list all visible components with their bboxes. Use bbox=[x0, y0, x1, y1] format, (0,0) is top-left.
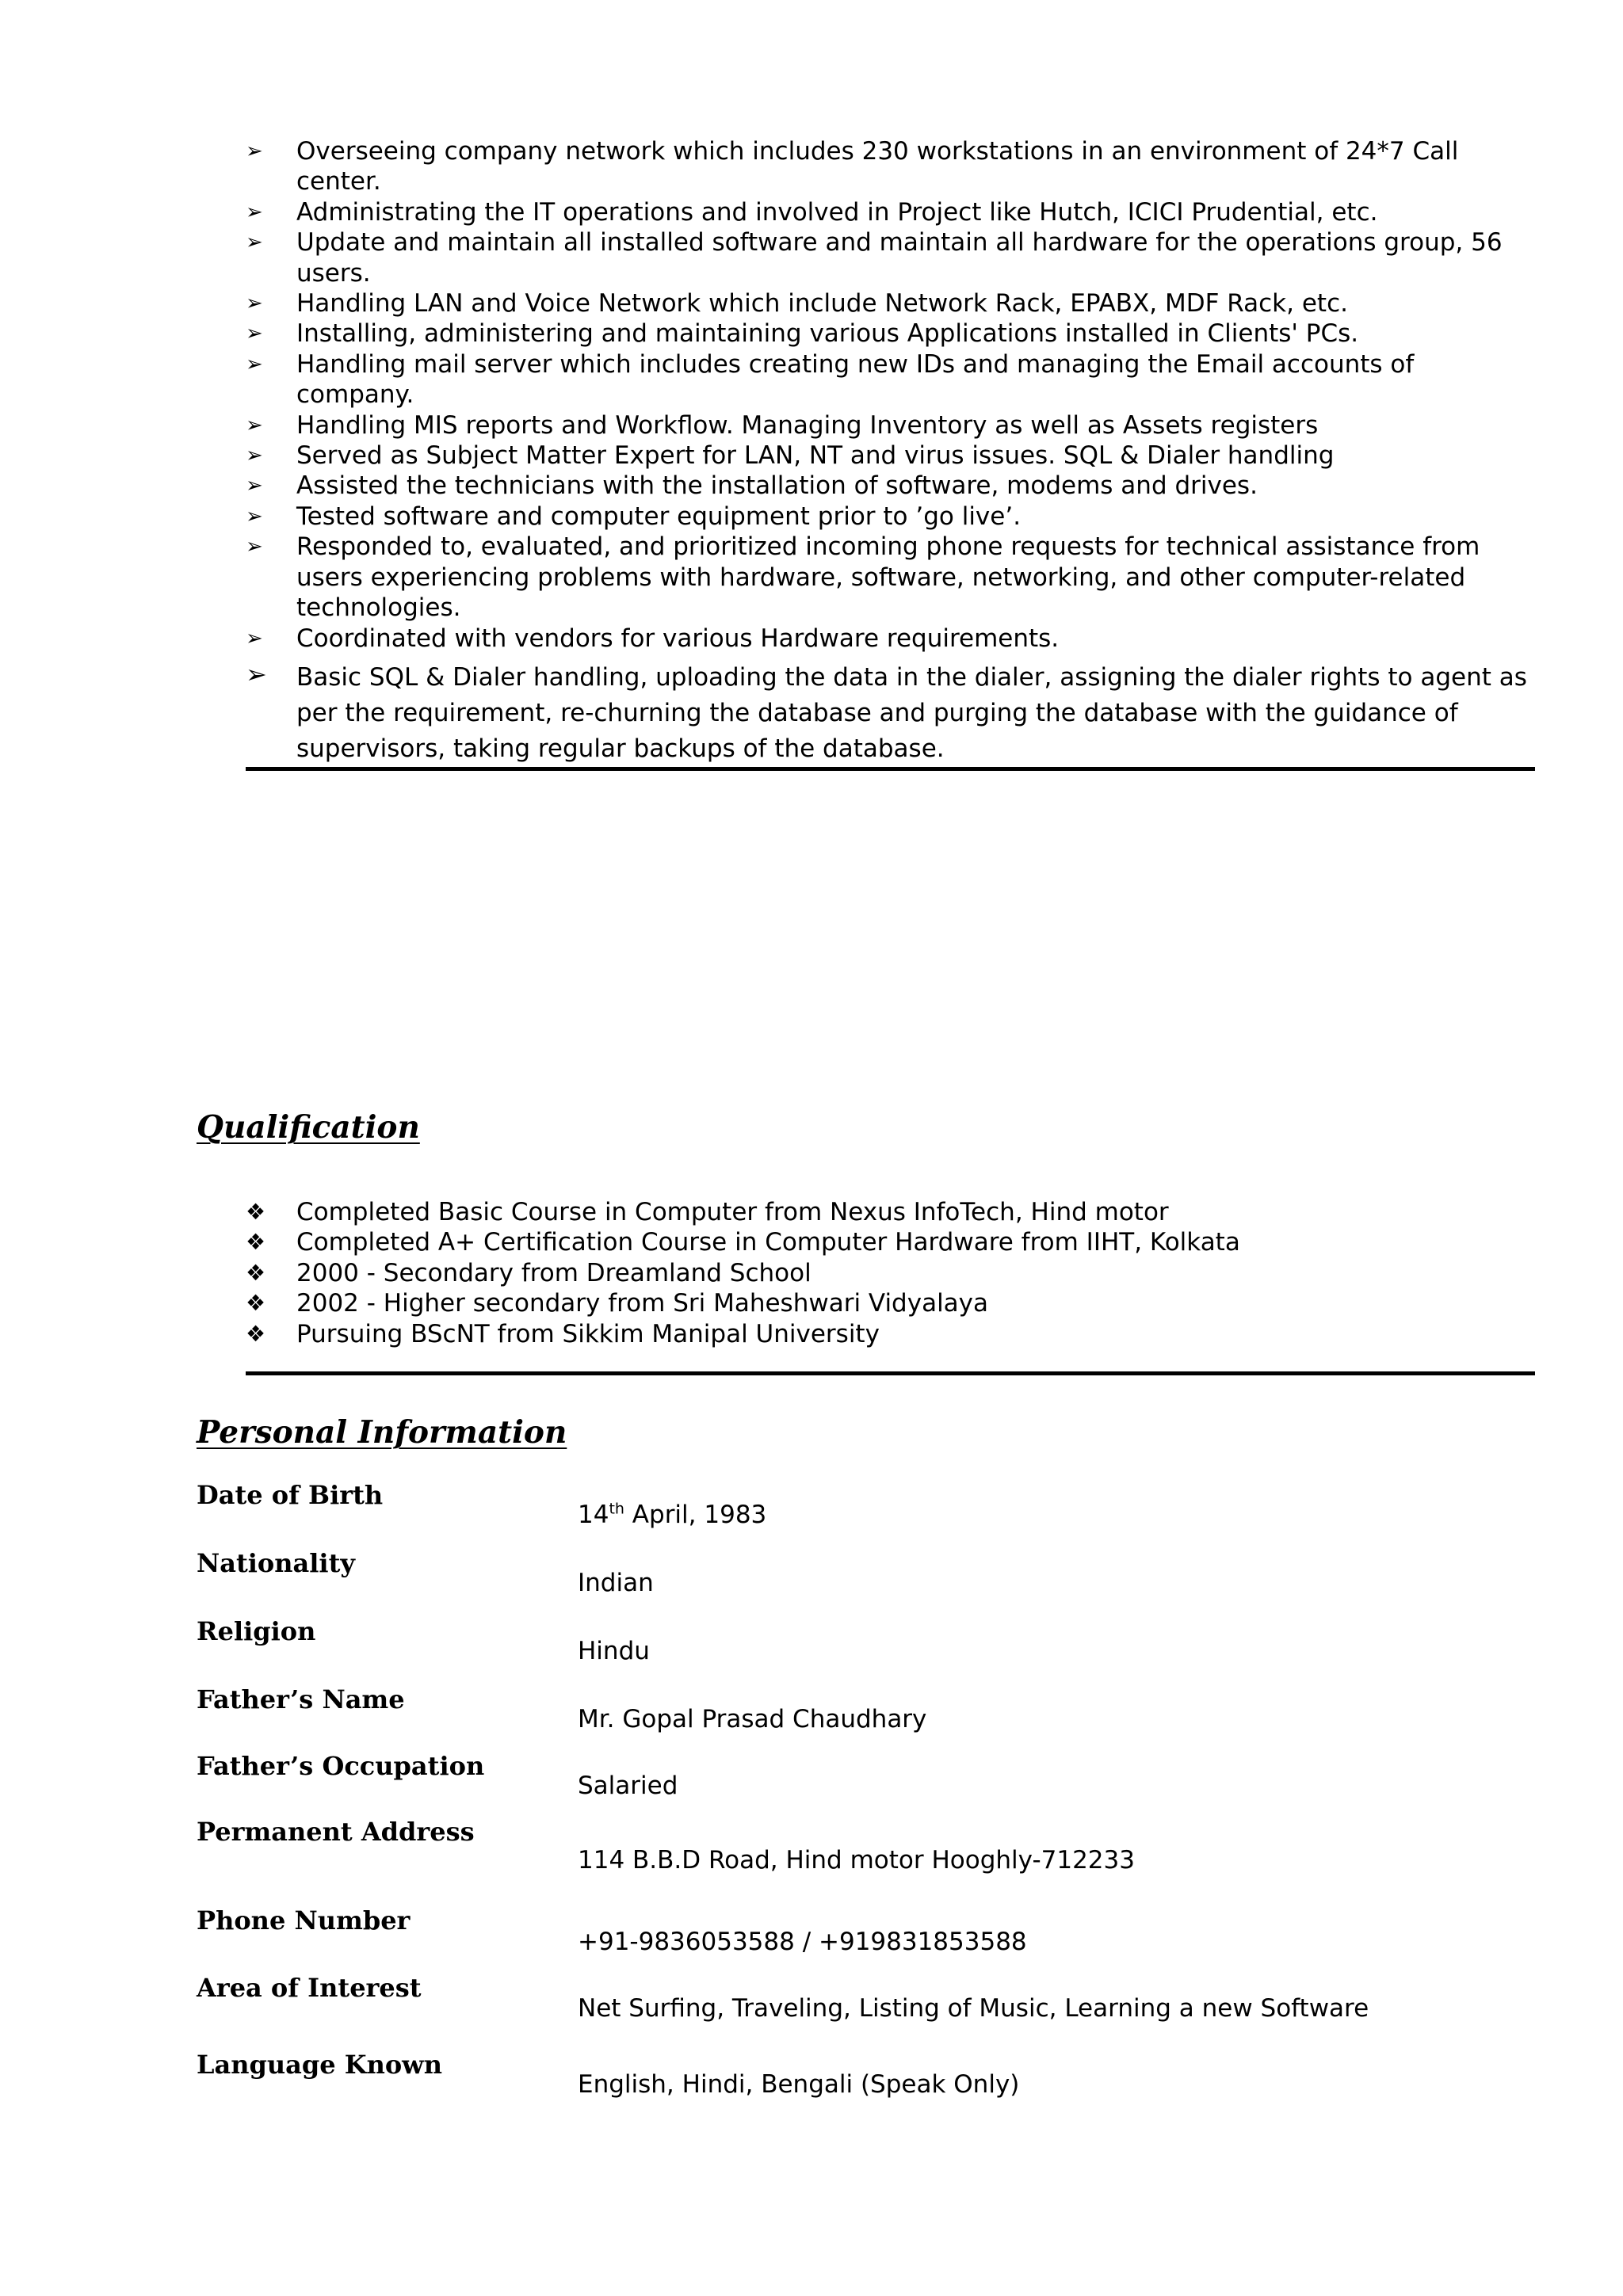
list-item: ➢ Assisted the technicians with the installation of software, modems and drives. bbox=[246, 471, 1258, 501]
arrow-bullet-icon: ➢ bbox=[246, 292, 263, 316]
list-item: ❖ 2002 - Higher secondary from Sri Maheshwari Vidyalaya bbox=[246, 1289, 989, 1318]
list-item: ❖ Completed A+ Certification Course in Computer Hardware from IIHT, Kolkata bbox=[246, 1228, 1240, 1257]
arrow-bullet-icon: ➢ bbox=[246, 474, 263, 498]
father-occupation-value: Salaried bbox=[578, 1772, 678, 1800]
personal-information-heading: Personal Information bbox=[197, 1414, 567, 1451]
list-item: ❖ Completed Basic Course in Computer from Nexus InfoTech, Hind motor bbox=[246, 1198, 1169, 1226]
list-item: ➢ Responded to, evaluated, and prioritized incoming phone requests for technical assistance from users experiencing problems with hardware, software, networking, and other computer-related technologies. bbox=[246, 532, 1480, 623]
permanent-address-value: 114 B.B.D Road, Hind motor Hooghly-712233 bbox=[578, 1846, 1135, 1875]
list-item: ➢ Served as Subject Matter Expert for LAN, NT and virus issues. SQL & Dialer handling bbox=[246, 441, 1335, 471]
arrow-bullet-icon: ➢ bbox=[246, 504, 263, 528]
list-item: ❖ Pursuing BScNT from Sikkim Manipal University bbox=[246, 1319, 880, 1348]
list-item: ➢ Installing, administering and maintaining various Applications installed in Clients' PCs. bbox=[246, 319, 1359, 349]
nationality-value: Indian bbox=[578, 1569, 654, 1597]
diamond-bullet-icon: ❖ bbox=[246, 1229, 266, 1256]
qualification-list bbox=[246, 1197, 1533, 1349]
list-item: ➢ Administrating the IT operations and involved in Project like Hutch, ICICI Prudential, etc. bbox=[246, 197, 1378, 227]
father-occupation-label: Father’s Occupation bbox=[197, 1751, 485, 1781]
arrow-bullet-icon: ➢ bbox=[246, 139, 263, 163]
diamond-bullet-icon: ❖ bbox=[246, 1199, 266, 1225]
father-name-label: Father’s Name bbox=[197, 1684, 405, 1714]
arrow-bullet-icon: ➢ bbox=[246, 231, 263, 255]
list-item: ➢ Handling LAN and Voice Network which include Network Rack, EPABX, MDF Rack, etc. bbox=[246, 289, 1348, 318]
religion-value: Hindu bbox=[578, 1637, 650, 1665]
diamond-bullet-icon: ❖ bbox=[246, 1259, 266, 1286]
section-divider bbox=[246, 767, 1535, 771]
section-divider bbox=[246, 1371, 1535, 1375]
diamond-bullet-icon: ❖ bbox=[246, 1320, 266, 1347]
list-item: ❖ 2000 - Secondary from Dreamland School bbox=[246, 1258, 812, 1287]
list-item: ➢ Coordinated with vendors for various Hardware requirements. bbox=[246, 624, 1060, 653]
list-item: ➢ Overseeing company network which includes 230 workstations in an environment of 24*7 Call center. bbox=[246, 137, 1459, 196]
language-known-label: Language Known bbox=[197, 2050, 442, 2080]
arrow-bullet-icon: ➢ bbox=[246, 535, 263, 559]
father-name-value: Mr. Gopal Prasad Chaudhary bbox=[578, 1705, 927, 1733]
nationality-label: Nationality bbox=[197, 1548, 355, 1578]
arrow-bullet-icon: ➢ bbox=[246, 658, 267, 689]
religion-label: Religion bbox=[197, 1616, 316, 1646]
permanent-address-label: Permanent Address bbox=[197, 1817, 475, 1847]
arrow-bullet-icon: ➢ bbox=[246, 626, 263, 650]
arrow-bullet-icon: ➢ bbox=[246, 322, 263, 346]
list-item: ➢ Update and maintain all installed software and maintain all hardware for the operations group, 56 users. bbox=[246, 228, 1503, 288]
list-item: ➢ Tested software and computer equipment prior to ’go live’. bbox=[246, 502, 1022, 531]
area-of-interest-label: Area of Interest bbox=[197, 1973, 422, 2003]
arrow-bullet-icon: ➢ bbox=[246, 352, 263, 376]
dob-value: 14th April, 1983 bbox=[578, 1500, 767, 1529]
language-known-value: English, Hindi, Bengali (Speak Only) bbox=[578, 2070, 1020, 2099]
list-item: ➢ Handling MIS reports and Workflow. Managing Inventory as well as Assets registers bbox=[246, 410, 1319, 440]
area-of-interest-value: Net Surfing, Traveling, Listing of Music, Learning a new Software bbox=[578, 1994, 1369, 2023]
phone-number-value: +91-9836053588 / +919831853588 bbox=[578, 1928, 1027, 1956]
responsibilities-list bbox=[246, 136, 1533, 767]
qualification-heading: Qualification bbox=[197, 1109, 420, 1146]
list-item: ➢ Handling mail server which includes creating new IDs and managing the Email accounts of company. bbox=[246, 349, 1415, 410]
phone-number-label: Phone Number bbox=[197, 1905, 411, 1936]
arrow-bullet-icon: ➢ bbox=[246, 200, 263, 224]
arrow-bullet-icon: ➢ bbox=[246, 444, 263, 468]
diamond-bullet-icon: ❖ bbox=[246, 1290, 266, 1317]
list-item: ➢ Basic SQL & Dialer handling, uploading the data in the dialer, assigning the dialer rights to agent as per the requirement, re-churning the database and purging the database with the guidance of supervisors, taking regular backups of the database. bbox=[246, 658, 1527, 763]
arrow-bullet-icon: ➢ bbox=[246, 413, 263, 437]
dob-label: Date of Birth bbox=[197, 1480, 384, 1510]
